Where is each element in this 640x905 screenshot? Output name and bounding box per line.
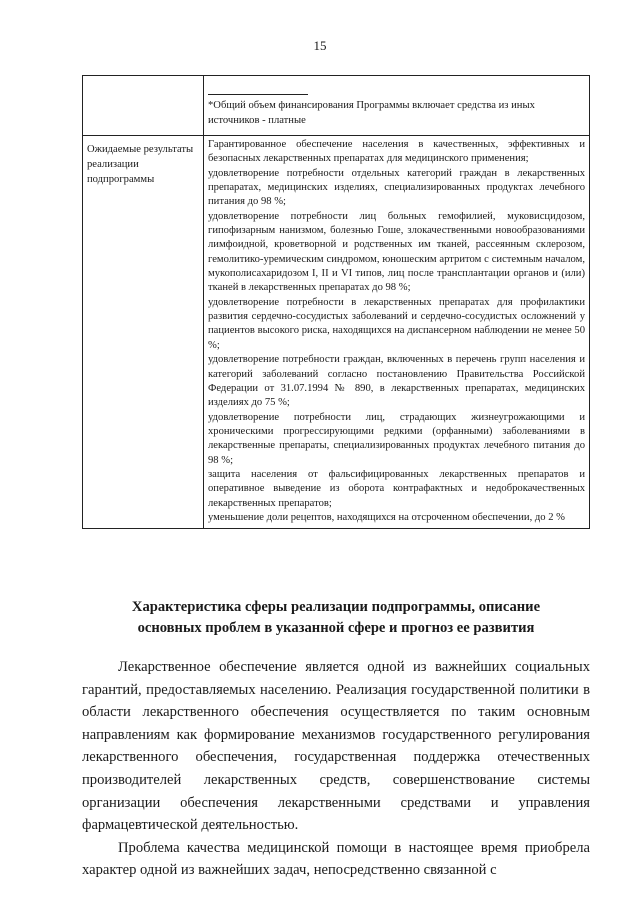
result-item: удовлетворение потребности в лекарственных препаратах для профилактики развития сердечно-сосудистых заболеваний и сердечно-сосудистых осложнений у пациентов высокого риска, находящихся на диспансерном наблюдении не менее 50 %; [208,296,585,351]
result-item: удовлетворение потребности лиц, страдающих жизнеугрожающими и хроническими прогрессирующими редкими (орфанными) заболеваниями в лекарственные препараты, специализированных продуктах лечебного питания до 98 %; [208,411,585,466]
result-item: удовлетворение потребности лиц больных гемофилией, муковисцидозом, гипофизарным нанизмом, болезнью Гоше, злокачественными новообразованиями лимфоидной, кроветворной и родственных им тканей, рассеянным склерозом, гемолитико-уремическим синдромом, юношеским артритом с системным началом, мукополисахаридозом I, II и VI типов, лиц после трансплантации органов и (или) тканей в лекарственных препаратах до 98 %; [208,210,585,294]
section-heading [82,597,590,639]
section-heading-line-1: Характеристика сферы реализации подпрограммы, описание [131,599,541,615]
row-label-expected-results: Ожидаемые результаты реализации подпрограммы [83,136,204,529]
result-item: уменьшение доли рецептов, находящихся на отсроченном обеспечении, до 2 % [208,511,565,523]
table-row-footnote [83,76,590,136]
result-item: защита населения от фальсифицированных лекарственных препаратов и оперативное выведение из оборота контрафактных и недоброкачественных лекарственных препаратов; [208,468,585,509]
section-body [82,656,590,882]
result-item: удовлетворение потребности граждан, включенных в перечень групп населения и категорий заболеваний согласно постановлению Правительства Российской Федерации от 31.07.1994 № 890, в лекарственных препаратах, медицинских изделиях до 75 %; [208,354,585,409]
financing-footnote: *Общий объем финансирования Программы включает средства из иных источников - платные [208,100,535,126]
table-row-expected-results [83,136,590,529]
result-item: Гарантированное обеспечение населения в качественных, эффективных и безопасных лекарственных препаратах для медицинского применения; [208,139,585,165]
expected-results-cell [204,136,590,529]
subprogram-passport-table [82,75,590,529]
section-heading-line-2: основных проблем в указанной сфере и прогноз ее развития [137,620,535,636]
body-paragraph: Проблема качества медицинской помощи в настоящее время приобрела характер одной из важнейших задач, непосредственно связанной с [82,839,590,879]
empty-label-cell [83,76,204,136]
footnote-cell [204,76,590,136]
body-paragraph: Лекарственное обеспечение является одной из важнейших социальных гарантий, предоставляемых населению. Реализация государственной политики в области лекарственного обеспечения осуществляется по таким основным направлениям как формирование механизмов государственного регулирования лекарственного обеспечения, государственная поддержка отечественных производителей лекарственных средств, совершенствование системы организации обеспечения лекарственными средствами и управления фармацевтической деятельностью. [82,659,590,834]
result-item: удовлетворение потребности отдельных категорий граждан в лекарственных препаратах, медицинских изделиях, специализированных продуктах лечебного питания до 98 %; [208,167,585,208]
page-number: 15 [313,38,327,53]
footnote-rule [208,94,308,95]
